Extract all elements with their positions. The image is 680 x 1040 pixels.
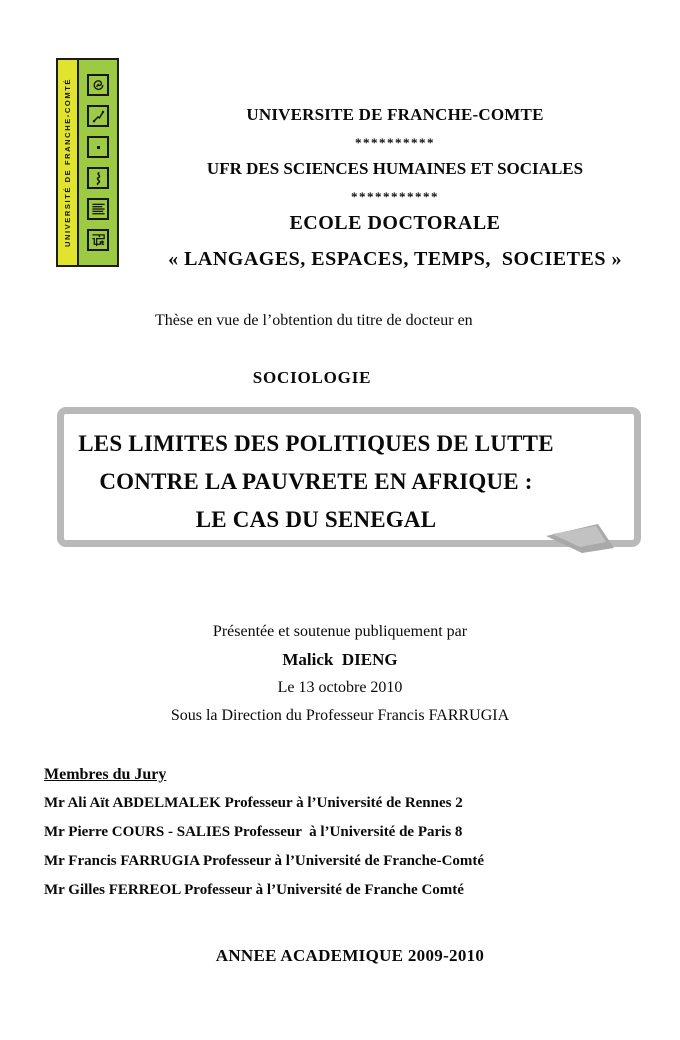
jury-block: [44, 760, 644, 905]
faculty-name: UFR DES SCIENCES HUMAINES ET SOCIALES: [206, 159, 584, 178]
jury-member: Mr Francis FARRUGIA Professeur à l’Université de Franche-Comté: [44, 853, 485, 869]
thesis-title-box: [57, 407, 641, 547]
author-name: Malick DIENG: [282, 650, 398, 669]
defense-date: Le 13 octobre 2010: [277, 679, 403, 696]
logo-vertical-strip: [58, 60, 77, 265]
thesis-title-line-2: CONTRE LA PAUVRETE EN AFRIQUE :: [99, 469, 533, 494]
university-name: UNIVERSITE DE FRANCHE-COMTE: [246, 105, 544, 124]
callout-tail-icon: [544, 522, 628, 556]
doctoral-school-name: « LANGAGES, ESPACES, TEMPS, SOCIETES »: [168, 248, 622, 270]
separator-stars-1: **********: [355, 135, 435, 150]
jury-member: Mr Gilles FERREOL Professeur à l’Université de Franche Comté: [44, 882, 464, 898]
thesis-title-line-3: LE CAS DU SENEGAL: [195, 507, 437, 532]
maze-icon: [87, 229, 109, 251]
discipline-name: SOCIOLOGIE: [252, 368, 372, 387]
swirl-icon: [87, 74, 109, 96]
presented-line: Présentée et soutenue publiquement par: [212, 623, 468, 640]
wave-icon: [87, 167, 109, 189]
thesis-intro-line: Thèse en vue de l’obtention du titre de docteur en: [155, 312, 473, 329]
thesis-title-line-1: LES LIMITES DES POLITIQUES DE LUTTE: [78, 431, 554, 456]
doctoral-school-label: ECOLE DOCTORALE: [289, 212, 501, 234]
defense-block: [2, 618, 678, 730]
thesis-title: [64, 414, 634, 539]
academic-year: ANNEE ACADEMIQUE 2009-2010: [215, 946, 485, 965]
logo-vertical-text: UNIVERSITÉ DE FRANCHE-COMTÉ: [63, 77, 72, 248]
text-lines-icon: [87, 198, 109, 220]
jury-member: Mr Ali Aït ABDELMALEK Professeur à l’Université de Rennes 2: [44, 795, 463, 811]
header-block: [110, 104, 680, 272]
direction-line: Sous la Direction du Professeur Francis FARRUGIA: [170, 707, 510, 724]
jury-member: Mr Pierre COURS - SALIES Professeur à l’Université de Paris 8: [44, 824, 463, 840]
center-dot-icon: [87, 136, 109, 158]
separator-stars-2: ***********: [351, 189, 439, 204]
jury-heading: Membres du Jury: [44, 766, 167, 783]
diagonal-path-icon: [87, 105, 109, 127]
